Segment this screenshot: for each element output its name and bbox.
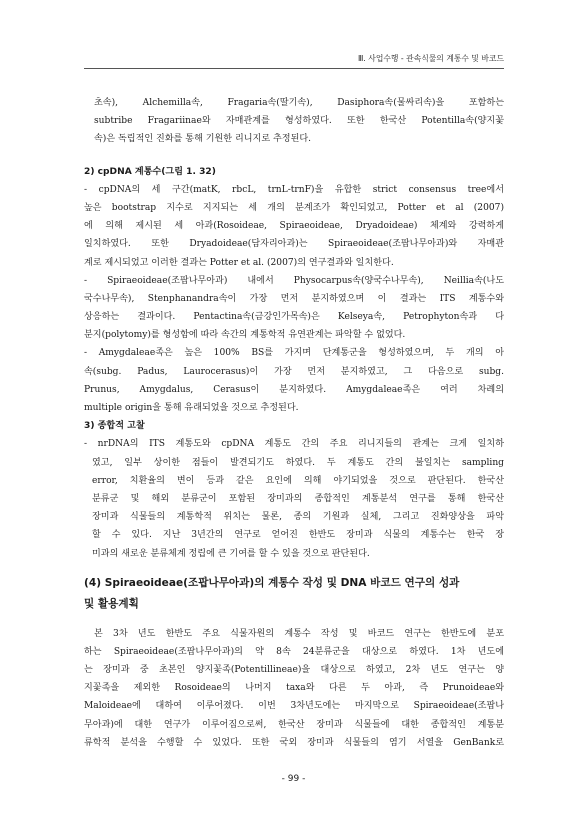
body-line: 분류군 및 해외 분류군이 포함된 장미과의 종합적인 계통분석 연구를 통해 한국산 <box>92 493 504 504</box>
body-line: 는 장미과 중 초본인 양지꽃족(Potentillineae)을 대상으로 하였고, 2차 년도 연구는 양 <box>84 665 504 676</box>
body-line: Prunus, Amygdalus, Cerasus이 분지하였다. Amygdaleae족은 여러 차례의 <box>84 384 504 395</box>
section-heading: 2) cpDNA 계통수(그림 1. 32) <box>84 166 216 177</box>
body-line: 류학적 분석을 수행할 수 있었다. 또한 국외 장미과 식물들의 염기 서열을 GenBank로 <box>84 737 504 748</box>
header-rule <box>84 68 504 69</box>
page-number: - 99 - <box>281 774 306 784</box>
body-line: - cpDNA의 세 구간(matK, rbcL, trnL-trnF)을 유합한 strict consensus tree에서 <box>84 184 504 195</box>
body-line: 미과의 새로운 분류체계 정립에 큰 기여를 할 수 있을 것으로 판단된다. <box>92 548 370 559</box>
body-line: 속(subg. Padus, Laurocerasus)이 가장 먼저 분지하였고, 그 다음으로 subg. <box>84 366 504 377</box>
section-title: (4) Spiraeoideae(조팝나무아과)의 계통수 작성 및 DNA 바코드 연구의 성과 <box>84 576 460 589</box>
body-line: 계로 제시되었고 이러한 결과는 Potter et al. (2007)의 연구결과와 일치한다. <box>84 257 394 268</box>
body-line: 상응하는 결과이다. Pentactina속(금강인가목속)은 Kelseya속, Petrophyton속과 다 <box>84 312 504 323</box>
section-synthesis <box>84 417 504 563</box>
page-body <box>84 94 504 752</box>
body-line: 장미과 식물들의 계통학적 위치는 물론, 종의 기원과 실체, 그리고 진화양상을 파악 <box>92 512 504 523</box>
intro-line: 속)은 독립적인 진화를 통해 기원한 리니지로 추정된다. <box>94 134 312 145</box>
body-line: 무아과)에 대한 연구가 이루어짐으로써, 한국산 장미과 식물들에 대한 종합적인 계통분 <box>84 719 504 730</box>
intro-paragraph <box>84 94 504 149</box>
body-line: Maloideae에 대하여 이루어졌다. 이번 3차년도에는 마지막으로 Spiraeoideae(조팝나 <box>84 701 504 712</box>
section-outcomes <box>84 573 504 752</box>
body-line: - Spiraeoideae(조팝나무아과) 내에서 Physocarpus속(양국수나무속), Neillia속(나도 <box>84 275 504 286</box>
body-line: 국수나무속), Stenphanandra속이 가장 먼저 분지하였으며 이 결과는 ITS 계통수와 <box>84 293 504 304</box>
section-title: 및 활용계획 <box>84 597 139 610</box>
body-line: 본 3차 년도 한반도 주요 식물자원의 계통수 작성 및 바코드 연구는 한반도에 분포 <box>94 628 504 639</box>
body-line: 였고, 일부 상이한 점들이 발견되기도 하였다. 두 계통도 간의 불일치는 sampling <box>92 457 504 468</box>
body-line: 할 수 있다. 지난 3년간의 연구로 얻어진 한반도 장미과 식물의 계통수는 한국 장 <box>92 530 504 541</box>
body-line: 일치하였다. 또한 Dryadoideae(담자리아과)는 Spiraeoideae(조팝나무아과)와 자매관 <box>84 239 504 250</box>
section-heading: 3) 종합적 고찰 <box>84 421 145 432</box>
body-line: 지꽃족을 제외한 Rosoideae의 나머지 taxa와 다른 두 아과, 즉 Prunoideae와 <box>84 683 504 694</box>
body-line: 높은 bootstrap 지수로 지지되는 세 개의 분계조가 확인되었고, Potter et al (2007) <box>84 202 504 213</box>
running-header: Ⅲ. 사업수행 - 관속식물의 계통수 및 바코드 <box>357 54 504 63</box>
body-line: multiple origin을 통해 유래되었을 것으로 추정된다. <box>84 403 299 413</box>
body-line: 에 의해 제시된 세 아과(Rosoideae, Spiraeoideae, Dryadoideae) 체계와 강력하게 <box>84 221 504 232</box>
body-line: 하는 Spiraeoideae(조팝나무아과)의 약 8속 24분류군을 대상으로 하였다. 1차 년도에 <box>84 646 504 657</box>
body-line: - Amygdaleae족은 높은 100% BS를 가지며 단계통군을 형성하였으며, 두 개의 아 <box>84 348 504 359</box>
body-line: - nrDNA의 ITS 계통도와 cpDNA 계통도 간의 주요 리니지들의 관계는 크게 일치하 <box>84 439 504 450</box>
body-line: 분지(polytomy)를 형성함에 따라 속간의 계통학적 유연관계는 파악할 수 없었다. <box>84 330 406 341</box>
section-cpdna <box>84 163 504 418</box>
body-line: error, 치환율의 변이 등과 같은 요인에 의해 야기되었을 것으로 판단된다. 한국산 <box>92 475 504 486</box>
intro-line: subtribe Fragariinae와 자매관계를 형성하였다. 또한 한국산 Potentilla속(양지꽃 <box>94 116 504 127</box>
intro-line: 초속), Alchemilla속, Fragaria속(딸기속), Dasiphora속(물싸리속)을 포함하는 <box>94 98 504 108</box>
